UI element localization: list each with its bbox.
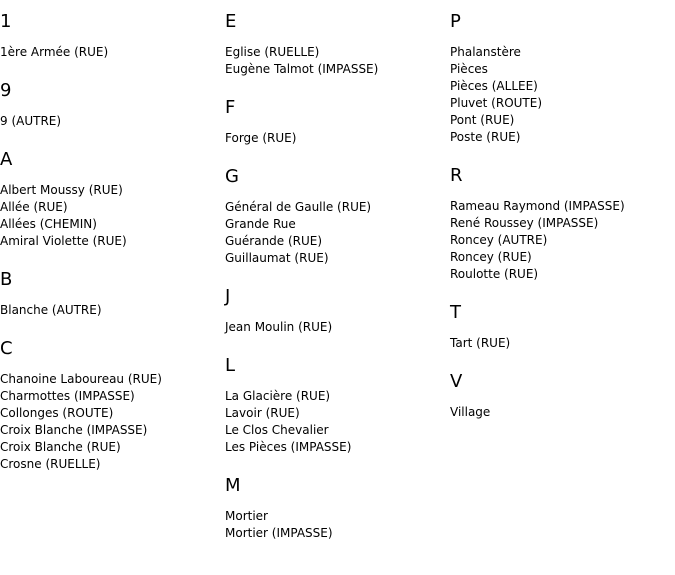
letter-heading: B	[0, 269, 13, 290]
index-column-1	[0, 0, 225, 473]
letter-heading: F	[225, 97, 236, 118]
street-link[interactable]: Pièces (ALLEE)	[450, 79, 538, 93]
street-link[interactable]: Guérande (RUE)	[225, 234, 323, 248]
street-link[interactable]: Chanoine Laboureau (RUE)	[0, 372, 162, 386]
letter-group	[225, 167, 450, 267]
street-link[interactable]: Général de Gaulle (RUE)	[225, 200, 372, 214]
street-list	[450, 198, 675, 283]
letter-group	[0, 339, 225, 473]
street-link[interactable]: 1ère Armée (RUE)	[0, 45, 109, 59]
letter-group	[450, 303, 675, 352]
letter-group	[0, 81, 225, 130]
street-link[interactable]: Collonges (ROUTE)	[0, 406, 114, 420]
street-link[interactable]: Albert Moussy (RUE)	[0, 183, 123, 197]
street-list	[225, 44, 450, 78]
street-link[interactable]: Roncey (RUE)	[450, 250, 532, 264]
street-link[interactable]: Croix Blanche (RUE)	[0, 440, 121, 454]
letter-heading: L	[225, 355, 236, 376]
street-link[interactable]: Forge (RUE)	[225, 131, 297, 145]
street-list	[0, 371, 225, 473]
letter-group	[225, 287, 450, 336]
street-link[interactable]: Eglise (RUELLE)	[225, 45, 320, 59]
street-link[interactable]: Eugène Talmot (IMPASSE)	[225, 62, 379, 76]
street-list	[0, 302, 225, 319]
letter-group	[450, 372, 675, 421]
street-link[interactable]: La Glacière (RUE)	[225, 389, 331, 403]
letter-heading: C	[0, 338, 13, 359]
street-link[interactable]: Village	[450, 405, 491, 419]
street-list	[450, 404, 675, 421]
letter-group	[225, 12, 450, 78]
street-link[interactable]: Allées (CHEMIN)	[0, 217, 97, 231]
street-link[interactable]: Rameau Raymond (IMPASSE)	[450, 199, 625, 213]
street-link[interactable]: Phalanstère	[450, 45, 521, 59]
street-link[interactable]: Amiral Violette (RUE)	[0, 234, 127, 248]
letter-heading: G	[225, 166, 239, 187]
street-link[interactable]: Pluvet (ROUTE)	[450, 96, 543, 110]
letter-group	[450, 12, 675, 146]
street-link[interactable]: René Roussey (IMPASSE)	[450, 216, 599, 230]
street-link[interactable]: Mortier	[225, 509, 268, 523]
letter-group	[225, 356, 450, 456]
letter-heading: 9	[0, 80, 12, 101]
street-link[interactable]: Jean Moulin (RUE)	[225, 320, 333, 334]
street-link[interactable]: Roncey (AUTRE)	[450, 233, 548, 247]
letter-heading: J	[225, 286, 231, 307]
street-list	[225, 388, 450, 456]
street-list	[450, 335, 675, 352]
letter-group	[450, 166, 675, 283]
street-list	[225, 199, 450, 267]
street-list	[225, 130, 450, 147]
letter-heading: 1	[0, 11, 12, 32]
street-link[interactable]: Crosne (RUELLE)	[0, 457, 101, 471]
letter-heading: R	[450, 165, 463, 186]
index-column-3	[450, 0, 675, 421]
letter-heading: P	[450, 11, 461, 32]
street-link[interactable]: Pont (RUE)	[450, 113, 515, 127]
street-link[interactable]: Grande Rue	[225, 217, 296, 231]
street-list	[225, 319, 450, 336]
street-link[interactable]: Tart (RUE)	[450, 336, 511, 350]
street-link[interactable]: Le Clos Chevalier	[225, 423, 329, 437]
street-list	[225, 508, 450, 542]
street-link[interactable]: Pièces	[450, 62, 488, 76]
street-link[interactable]: 9 (AUTRE)	[0, 114, 62, 128]
street-link[interactable]: Mortier (IMPASSE)	[225, 526, 333, 540]
letter-heading: V	[450, 371, 463, 392]
letter-group	[225, 98, 450, 147]
letter-heading: M	[225, 475, 241, 496]
street-link[interactable]: Les Pièces (IMPASSE)	[225, 440, 352, 454]
street-link[interactable]: Blanche (AUTRE)	[0, 303, 102, 317]
street-list	[450, 44, 675, 146]
street-link[interactable]: Allée (RUE)	[0, 200, 68, 214]
letter-heading: T	[450, 302, 461, 323]
letter-group	[0, 270, 225, 319]
letter-group	[225, 476, 450, 542]
street-list	[0, 44, 225, 61]
letter-group	[0, 12, 225, 61]
street-link[interactable]: Guillaumat (RUE)	[225, 251, 329, 265]
letter-heading: E	[225, 11, 237, 32]
street-link[interactable]: Poste (RUE)	[450, 130, 521, 144]
street-link[interactable]: Croix Blanche (IMPASSE)	[0, 423, 148, 437]
street-list	[0, 182, 225, 250]
street-link[interactable]: Charmottes (IMPASSE)	[0, 389, 135, 403]
street-link[interactable]: Roulotte (RUE)	[450, 267, 539, 281]
letter-group	[0, 150, 225, 250]
street-link[interactable]: Lavoir (RUE)	[225, 406, 300, 420]
street-list	[0, 113, 225, 130]
index-column-2	[225, 0, 450, 542]
letter-heading: A	[0, 149, 13, 170]
